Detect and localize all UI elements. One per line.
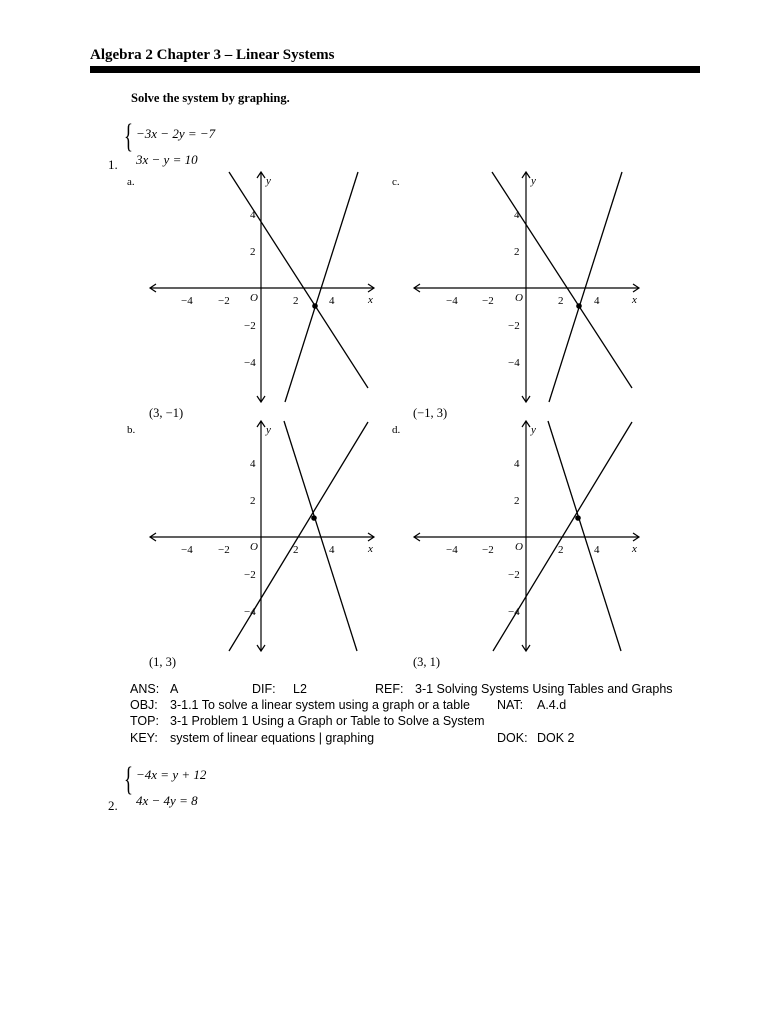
nat-label: NAT: bbox=[497, 698, 524, 712]
page-title: Algebra 2 Chapter 3 – Linear Systems bbox=[90, 47, 335, 63]
x-tick: 4 bbox=[594, 544, 600, 556]
ans-label: ANS: bbox=[130, 682, 160, 696]
ans-value: A bbox=[170, 682, 179, 696]
key-label: KEY: bbox=[130, 731, 158, 745]
y-tick: −2 bbox=[508, 569, 520, 581]
y-tick: −4 bbox=[244, 606, 256, 618]
origin-label: O bbox=[515, 541, 523, 553]
dif-label: DIF: bbox=[252, 682, 276, 696]
x-tick: 2 bbox=[293, 295, 299, 307]
x-tick: 2 bbox=[558, 544, 564, 556]
x-tick: 4 bbox=[329, 544, 335, 556]
y-tick: 4 bbox=[514, 209, 520, 221]
y-axis-label: y bbox=[531, 424, 536, 436]
x-tick: −4 bbox=[181, 544, 193, 556]
origin-label: O bbox=[250, 541, 258, 553]
y-tick: 2 bbox=[514, 246, 520, 258]
question-number: 2. bbox=[108, 798, 118, 813]
nat-value: A.4.d bbox=[537, 698, 567, 712]
instructions: Solve the system by graphing. bbox=[131, 91, 290, 105]
choice-a-answer: (3, −1) bbox=[149, 406, 184, 420]
system-brace: { bbox=[124, 118, 133, 155]
intersection-point bbox=[575, 515, 581, 521]
origin-label: O bbox=[250, 292, 258, 304]
top-value: 3-1 Problem 1 Using a Graph or Table to Solve a System bbox=[170, 714, 485, 728]
x-tick: −4 bbox=[446, 544, 458, 556]
y-tick: −2 bbox=[508, 320, 520, 332]
x-tick: −4 bbox=[181, 295, 193, 307]
x-tick: 2 bbox=[293, 544, 299, 556]
y-tick: 2 bbox=[514, 495, 520, 507]
y-tick: 2 bbox=[250, 246, 256, 258]
x-tick: −2 bbox=[482, 544, 494, 556]
dok-value: DOK 2 bbox=[537, 731, 575, 745]
y-tick: 4 bbox=[250, 458, 256, 470]
y-tick: −4 bbox=[508, 606, 520, 618]
y-axis-label: y bbox=[531, 175, 536, 187]
x-tick: 2 bbox=[558, 295, 564, 307]
origin-label: O bbox=[515, 292, 523, 304]
x-tick: −2 bbox=[218, 295, 230, 307]
x-tick: 4 bbox=[594, 295, 600, 307]
x-tick: 4 bbox=[329, 295, 335, 307]
question-number: 1. bbox=[108, 157, 118, 172]
x-tick: −2 bbox=[218, 544, 230, 556]
choice-d-answer: (3, 1) bbox=[413, 655, 441, 669]
obj-label: OBJ: bbox=[130, 698, 158, 712]
ref-value: 3-1 Solving Systems Using Tables and Graphs bbox=[415, 682, 673, 696]
q1-equation-2: 3x − y = 10 bbox=[136, 152, 198, 167]
y-axis-label: y bbox=[266, 424, 271, 436]
x-axis-label: x bbox=[368, 543, 373, 555]
y-tick: 4 bbox=[250, 209, 256, 221]
choice-b-answer: (1, 3) bbox=[149, 655, 177, 669]
y-tick: 2 bbox=[250, 495, 256, 507]
y-tick: 4 bbox=[514, 458, 520, 470]
y-tick: −2 bbox=[244, 569, 256, 581]
x-tick: −4 bbox=[446, 295, 458, 307]
x-axis-label: x bbox=[632, 543, 637, 555]
choice-c-answer: (−1, 3) bbox=[413, 406, 448, 420]
x-tick: −2 bbox=[482, 295, 494, 307]
key-value: system of linear equations | graphing bbox=[170, 731, 375, 745]
system-brace: { bbox=[124, 761, 133, 798]
obj-value: 3-1.1 To solve a linear system using a graph or a table bbox=[170, 698, 470, 712]
top-label: TOP: bbox=[130, 714, 159, 728]
graph-line-2 bbox=[548, 421, 621, 651]
y-tick: −4 bbox=[508, 357, 520, 369]
q1-equation-1: −3x − 2y = −7 bbox=[136, 126, 216, 141]
y-tick: −4 bbox=[244, 357, 256, 369]
dif-value: L2 bbox=[293, 682, 307, 696]
x-axis-label: x bbox=[632, 294, 637, 306]
q2-equation-1: −4x = y + 12 bbox=[136, 767, 207, 782]
x-axis-label: x bbox=[368, 294, 373, 306]
choice-b-letter: b. bbox=[127, 424, 136, 436]
choice-c-letter: c. bbox=[392, 176, 400, 188]
y-axis-label: y bbox=[266, 175, 271, 187]
y-tick: −2 bbox=[244, 320, 256, 332]
choice-a-letter: a. bbox=[127, 176, 135, 188]
choice-d-letter: d. bbox=[392, 424, 401, 436]
q2-equation-2: 4x − 4y = 8 bbox=[136, 793, 198, 808]
ref-label: REF: bbox=[375, 682, 404, 696]
dok-label: DOK: bbox=[497, 731, 528, 745]
